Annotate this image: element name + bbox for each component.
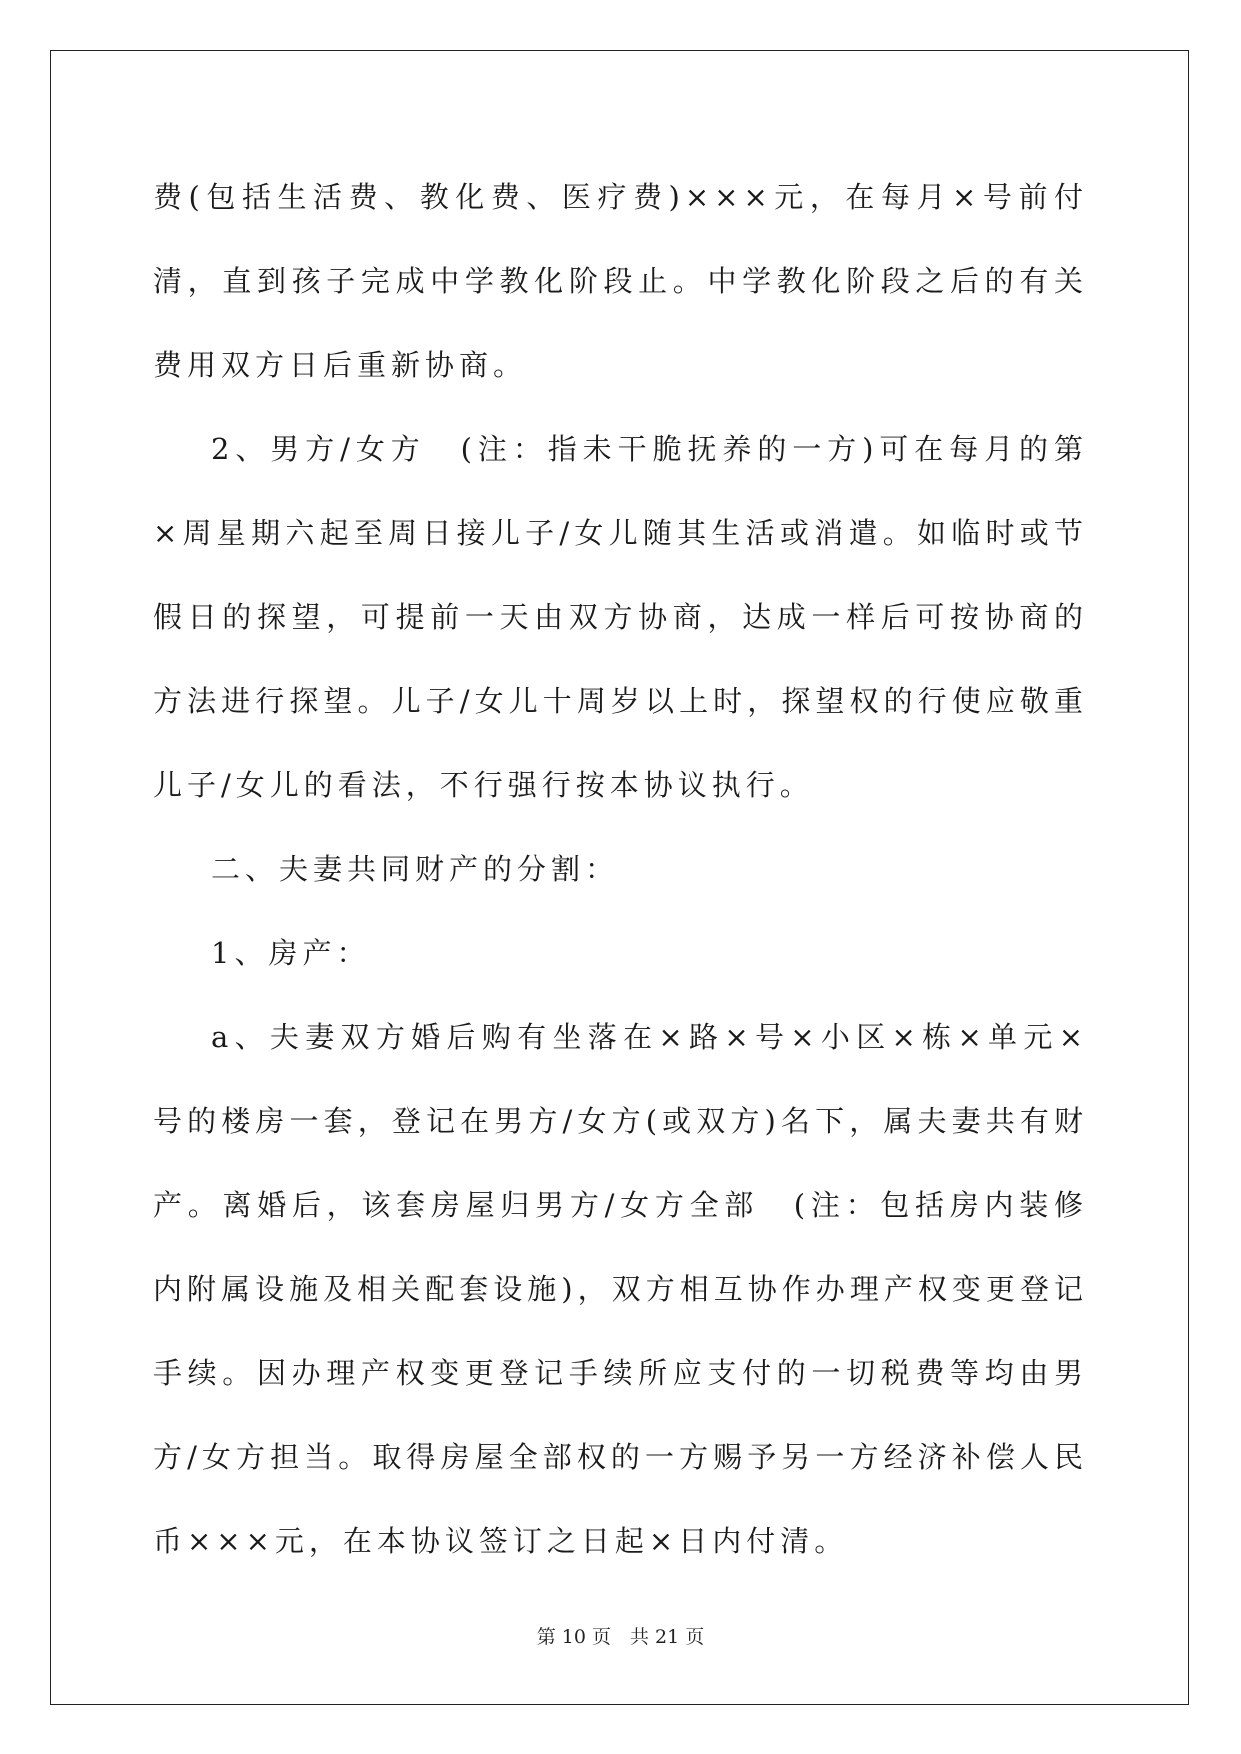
- paragraph-real-estate-terms: a、夫妻双方婚后购有坐落在×路×号×小区×栋×单元×号的楼房一套，登记在男方/女方(或双方)名下，属夫妻共有财产。离婚后，该套房屋归男方/女方全部 (注：包括房内装修内附属设施及相关配套设施)，双方相互协作办理产权变更登记手续。因办理产权变更登记手续所应支付的一切税费等均由男方/女方担当。取得房屋全部权的一方赐予另一方经济补偿人民币×××元，在本协议签订之日起×日内付清。: [153, 1020, 1088, 1558]
- document-body: [153, 155, 1088, 1583]
- paragraph-visitation: 2、男方/女方 (注：指未干脆抚养的一方)可在每月的第×周星期六起至周日接儿子/女儿随其生活或消遣。如临时或节假日的探望，可提前一天由双方协商，达成一样后可按协商的方法进行探望。儿子/女儿十周岁以上时，探望权的行使应敬重儿子/女儿的看法，不行强行按本协议执行。: [153, 432, 1088, 802]
- page-number-footer: 第 10 页 共 21 页: [536, 1626, 705, 1648]
- section-heading-property-division: 二、夫妻共同财产的分割：: [211, 852, 620, 886]
- subsection-heading-real-estate: 1、房产：: [211, 936, 371, 970]
- paragraph-child-support: 费(包括生活费、教化费、医疗费)×××元，在每月×号前付清，直到孩子完成中学教化阶段止。中学教化阶段之后的有关费用双方日后重新协商。: [153, 180, 1088, 382]
